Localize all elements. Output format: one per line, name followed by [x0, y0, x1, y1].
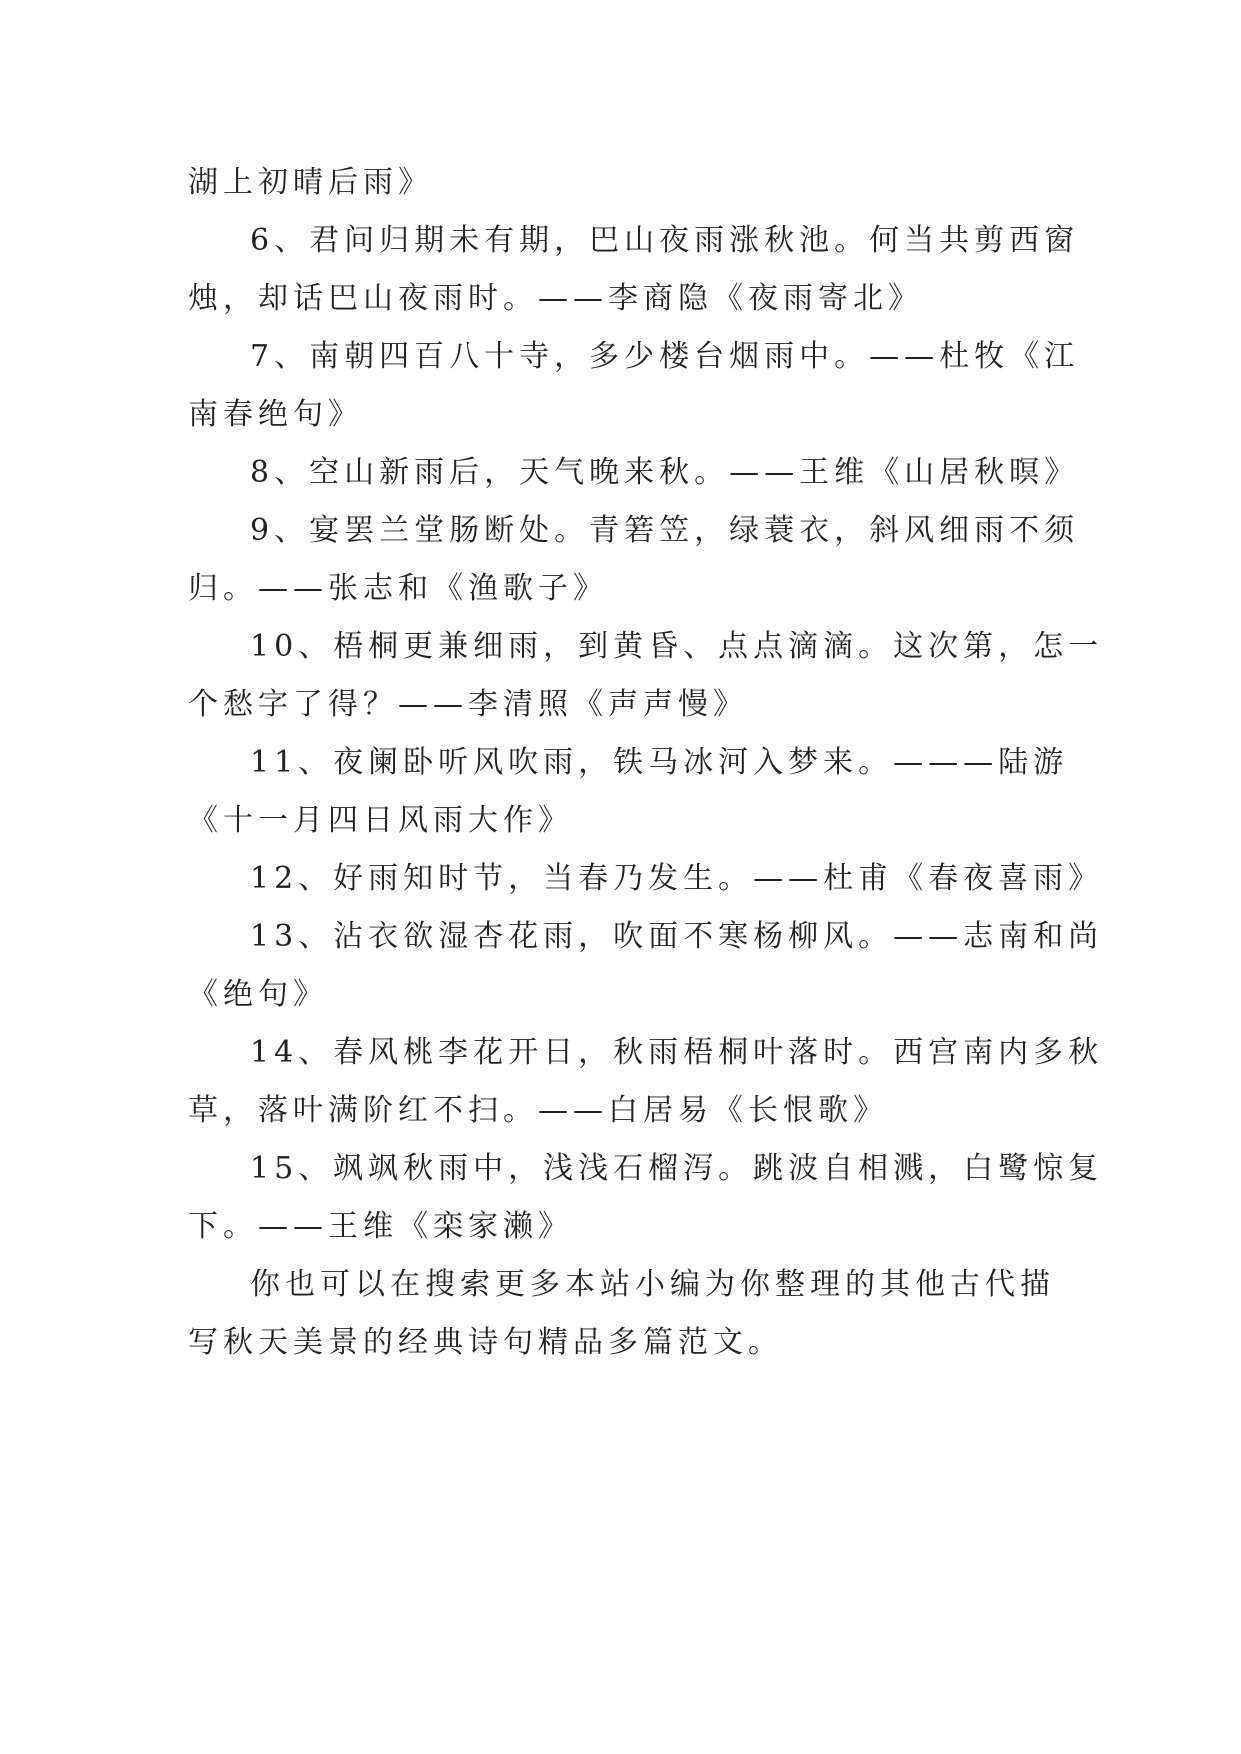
document-body: [188, 154, 1104, 1372]
text-line: 湖上初晴后雨》: [188, 165, 433, 200]
text-line: 《十一月四日风雨大作》: [188, 803, 573, 838]
text-line: 10、梧桐更兼细雨，到黄昏、点点滴滴。这次第，怎一: [250, 629, 1104, 664]
text-line: 8、空山新雨后，天气晚来秋。——王维《山居秋暝》: [250, 455, 1080, 490]
text-line: 草，落叶满阶红不扫。——白居易《长恨歌》: [188, 1093, 888, 1128]
text-line: 6、君问归期未有期，巴山夜雨涨秋池。何当共剪西窗: [250, 223, 1080, 258]
text-line: 12、好雨知时节，当春乃发生。——杜甫《春夜喜雨》: [250, 861, 1104, 896]
text-line: 15、飒飒秋雨中，浅浅石榴泻。跳波自相溅，白鹭惊复: [250, 1151, 1104, 1186]
text-line: 14、春风桃李花开日，秋雨梧桐叶落时。西宫南内多秋: [250, 1035, 1104, 1070]
text-line: 你也可以在搜索更多本站小编为你整理的其他古代描: [250, 1267, 1055, 1302]
text-line: 11、夜阑卧听风吹雨，铁马冰河入梦来。———陆游: [250, 745, 1069, 780]
text-line: 下。——王维《栾家濑》: [188, 1209, 573, 1244]
text-line: 个愁字了得？——李清照《声声慢》: [188, 687, 748, 722]
text-line: 归。——张志和《渔歌子》: [188, 571, 608, 606]
text-line: 7、南朝四百八十寺，多少楼台烟雨中。——杜牧《江: [250, 339, 1080, 374]
text-line: 13、沾衣欲湿杏花雨，吹面不寒杨柳风。——志南和尚: [250, 919, 1104, 954]
text-line: 写秋天美景的经典诗句精品多篇范文。: [188, 1325, 783, 1360]
text-line: 《绝句》: [188, 977, 328, 1012]
text-line: 烛，却话巴山夜雨时。——李商隐《夜雨寄北》: [188, 281, 923, 316]
text-line: 南春绝句》: [188, 397, 363, 432]
text-line: 9、宴罢兰堂肠断处。青箬笠，绿蓑衣，斜风细雨不须: [250, 513, 1080, 548]
